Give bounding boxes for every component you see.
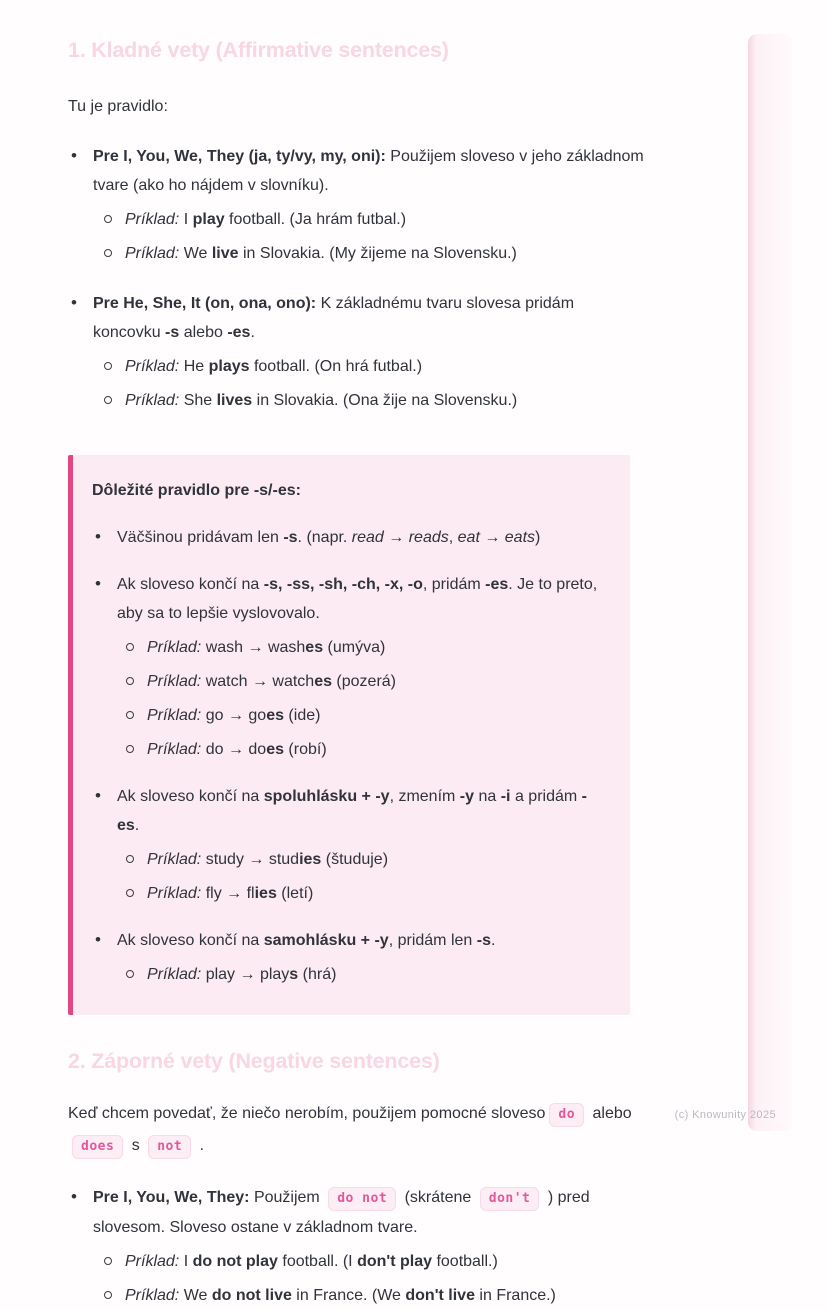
text-run: in Slovakia. (Ona žije na Slovensku.)	[252, 392, 518, 409]
text-run: Použijem	[253, 1189, 325, 1206]
text-run: reads	[408, 529, 449, 546]
sub-list-item	[100, 239, 646, 268]
text-run: , pridám len	[388, 932, 477, 949]
right-scroll-stripe[interactable]	[748, 34, 792, 1131]
text-run: K základnému tvaru slovesa pridám koncovku	[93, 295, 575, 341]
list-item	[92, 523, 604, 552]
text-run: es	[266, 707, 284, 724]
text-run: -s	[476, 932, 491, 949]
text-run: Príklad:	[147, 639, 202, 656]
text-run: Príklad:	[125, 1253, 180, 1270]
text-run: Príklad:	[147, 885, 202, 902]
text-run: (ide)	[283, 707, 321, 724]
text-run: )	[535, 529, 541, 546]
text-run: -s	[165, 324, 180, 341]
text-run: read	[351, 529, 384, 546]
circle-bullet-icon	[104, 362, 112, 370]
text-run: -es	[117, 788, 587, 834]
list-item-text	[147, 673, 396, 690]
text-run: ies	[254, 885, 277, 902]
text-run: a pridám	[510, 788, 582, 805]
sub-list-item	[122, 879, 604, 908]
list-item-text	[93, 148, 644, 194]
text-run: eat	[457, 529, 480, 546]
text-run: .	[250, 324, 255, 341]
text-run: Pre I, You, We, They:	[93, 1189, 254, 1206]
inline-code: don't	[480, 1187, 540, 1211]
text-run: -es	[485, 576, 509, 593]
text-run: samohlásku + -y	[263, 932, 389, 949]
text-run: -s, -ss, -sh, -ch, -x, -o	[263, 576, 423, 593]
bullet-icon	[71, 288, 77, 317]
list-item	[92, 926, 604, 955]
text-run: Použijem sloveso v jeho základnom tvare (ako ho nájdem v slovníku).	[93, 148, 644, 194]
text-run: I	[179, 211, 193, 228]
circle-bullet-icon	[104, 1291, 112, 1299]
text-run: , zmením	[389, 788, 460, 805]
text-run: football.)	[432, 1253, 498, 1270]
section2-list	[68, 1183, 646, 1310]
text-run: don't live	[405, 1287, 475, 1304]
list-item-text	[117, 576, 597, 622]
text-run: Príklad:	[125, 1287, 180, 1304]
text-run: Pre I, You, We, They (ja, ty/vy, my, oni):	[93, 148, 391, 165]
text-run: study → stud	[201, 851, 300, 868]
text-run: watch → watch	[201, 673, 315, 690]
list-item-text	[93, 1189, 590, 1236]
circle-bullet-icon	[104, 215, 112, 223]
circle-bullet-icon	[126, 643, 134, 651]
section1-heading: 1. Kladné vety (Affirmative sentences)	[68, 38, 449, 62]
text-run: .	[134, 817, 140, 834]
inline-code: not	[148, 1135, 191, 1159]
text-run: lives	[216, 392, 253, 409]
list-item-text	[117, 529, 540, 546]
text-run: alebo	[588, 1105, 632, 1122]
text-run: es	[305, 639, 324, 656]
text-run: in France. (We	[291, 1287, 406, 1304]
text-run: live	[211, 245, 239, 262]
text-run: →	[479, 529, 505, 546]
text-run: (letí)	[276, 885, 314, 902]
text-run: play	[192, 211, 225, 228]
text-run: es	[266, 741, 284, 758]
text-run: I	[179, 1253, 193, 1270]
text-run: fly → fl	[201, 885, 255, 902]
text-run: (skrátene	[400, 1189, 476, 1206]
list-item-text	[125, 211, 406, 228]
text-run: Príklad:	[147, 741, 202, 758]
sub-list-item	[122, 845, 604, 874]
text-run: ,	[448, 529, 458, 546]
text-run: Príklad:	[147, 851, 202, 868]
bullet-icon	[95, 781, 101, 810]
text-run: Keď chcem povedať, že niečo nerobím, použijem pomocné sloveso	[68, 1105, 546, 1122]
sub-list-item	[122, 960, 604, 989]
section2-paragraph	[68, 1098, 646, 1162]
list-item-text	[125, 1253, 498, 1270]
text-run: -y	[459, 788, 475, 805]
list-item-text	[125, 1287, 556, 1304]
text-run: Príklad:	[125, 392, 180, 409]
text-run: (hrá)	[298, 966, 337, 983]
list-item	[92, 570, 604, 628]
sub-list-item	[100, 205, 646, 234]
text-run: We	[179, 1287, 212, 1304]
circle-bullet-icon	[126, 745, 134, 753]
bullet-icon	[95, 925, 101, 954]
inline-code: do	[549, 1103, 584, 1127]
circle-bullet-icon	[104, 396, 112, 404]
text-run: es	[314, 673, 332, 690]
text-run: do not play	[192, 1253, 278, 1270]
list-item	[68, 289, 646, 347]
text-run: (študuje)	[321, 851, 389, 868]
inline-code: do not	[328, 1187, 396, 1211]
section1-list	[68, 142, 646, 415]
list-item-text	[125, 358, 422, 375]
text-run: -s	[283, 529, 298, 546]
text-run: football. (Ja hrám futbal.)	[224, 211, 407, 228]
callout-list	[92, 523, 604, 989]
text-run: spoluhlásku + -y	[263, 788, 390, 805]
text-run: (umýva)	[323, 639, 386, 656]
text-run: Väčšinou pridávam len	[117, 529, 284, 546]
list-item	[92, 782, 604, 840]
circle-bullet-icon	[104, 249, 112, 257]
list-item-text	[147, 885, 313, 902]
text-run: go → go	[201, 707, 267, 724]
text-run: .	[490, 932, 496, 949]
text-run: . (napr.	[297, 529, 352, 546]
text-run: do → do	[201, 741, 267, 758]
list-item-text	[117, 788, 587, 834]
sub-list-item	[122, 667, 604, 696]
text-run: ) pred slovesom. Sloveso ostane v základnom tvare.	[93, 1189, 590, 1236]
text-run: (pozerá)	[331, 673, 397, 690]
callout-title: Dôležité pravidlo pre -s/-es:	[92, 482, 301, 499]
text-run: na	[474, 788, 501, 805]
list-item	[68, 1183, 646, 1242]
section2-heading: 2. Záporné vety (Negative sentences)	[68, 1049, 440, 1073]
circle-bullet-icon	[126, 855, 134, 863]
text-run: in France.)	[474, 1287, 556, 1304]
bullet-icon	[95, 569, 101, 598]
sub-list-item	[122, 633, 604, 662]
circle-bullet-icon	[126, 711, 134, 719]
circle-bullet-icon	[126, 889, 134, 897]
inline-code: does	[72, 1135, 123, 1159]
sub-list-item	[100, 352, 646, 381]
callout-box	[68, 455, 630, 1015]
sub-list-item	[100, 386, 646, 415]
text-run: Príklad:	[125, 211, 180, 228]
text-run: Ak sloveso končí na	[117, 788, 264, 805]
text-run: →	[383, 529, 409, 546]
text-run: . Je to preto, aby sa to lepšie vyslovovalo.	[117, 576, 598, 622]
circle-bullet-icon	[126, 970, 134, 978]
text-run: He	[179, 358, 209, 375]
text-run: plays	[208, 358, 250, 375]
text-run: .	[195, 1137, 205, 1154]
list-item-text	[147, 707, 320, 724]
text-run: Príklad:	[125, 245, 180, 262]
circle-bullet-icon	[104, 1257, 112, 1265]
text-run: , pridám	[422, 576, 486, 593]
text-run: Príklad:	[147, 707, 202, 724]
bullet-icon	[71, 1182, 77, 1211]
text-run: s	[127, 1137, 145, 1154]
list-item-text	[125, 392, 517, 409]
text-run: Príklad:	[147, 673, 202, 690]
text-run: alebo	[179, 324, 228, 341]
text-run: Pre He, She, It (on, ona, ono):	[93, 295, 321, 312]
text-run: She	[179, 392, 217, 409]
list-item-text	[93, 295, 574, 341]
list-item-text	[147, 639, 385, 656]
text-run: ies	[299, 851, 322, 868]
sub-list-item	[100, 1281, 646, 1310]
text-run: eats	[504, 529, 536, 546]
text-run: play → play	[201, 966, 290, 983]
copyright-footer: (c) Knowunity 2025	[674, 1109, 776, 1121]
document-content	[68, 38, 646, 1310]
intro-text: Tu je pravidlo:	[68, 98, 168, 115]
text-run: football. (I	[277, 1253, 358, 1270]
text-run: Príklad:	[125, 358, 180, 375]
text-run: Ak sloveso končí na	[117, 576, 264, 593]
sub-list-item	[100, 1247, 646, 1276]
text-run: football. (On hrá futbal.)	[249, 358, 423, 375]
list-item-text	[117, 932, 495, 949]
text-run: -i	[500, 788, 511, 805]
text-run: don't play	[357, 1253, 432, 1270]
list-item-text	[147, 966, 336, 983]
text-run: (robí)	[283, 741, 327, 758]
list-item	[68, 142, 646, 200]
bullet-icon	[95, 522, 101, 551]
list-item-text	[125, 245, 517, 262]
text-run: Príklad:	[147, 966, 202, 983]
text-run: Ak sloveso končí na	[117, 932, 264, 949]
circle-bullet-icon	[126, 677, 134, 685]
list-item-text	[147, 851, 388, 868]
text-run: do not live	[211, 1287, 292, 1304]
list-item-text	[147, 741, 327, 758]
text-run: in Slovakia. (My žijeme na Slovensku.)	[238, 245, 517, 262]
bullet-icon	[71, 141, 77, 170]
sub-list-item	[122, 735, 604, 764]
text-run: We	[179, 245, 212, 262]
text-run: -es	[227, 324, 251, 341]
sub-list-item	[122, 701, 604, 730]
text-run: s	[289, 966, 299, 983]
text-run: wash → wash	[201, 639, 306, 656]
